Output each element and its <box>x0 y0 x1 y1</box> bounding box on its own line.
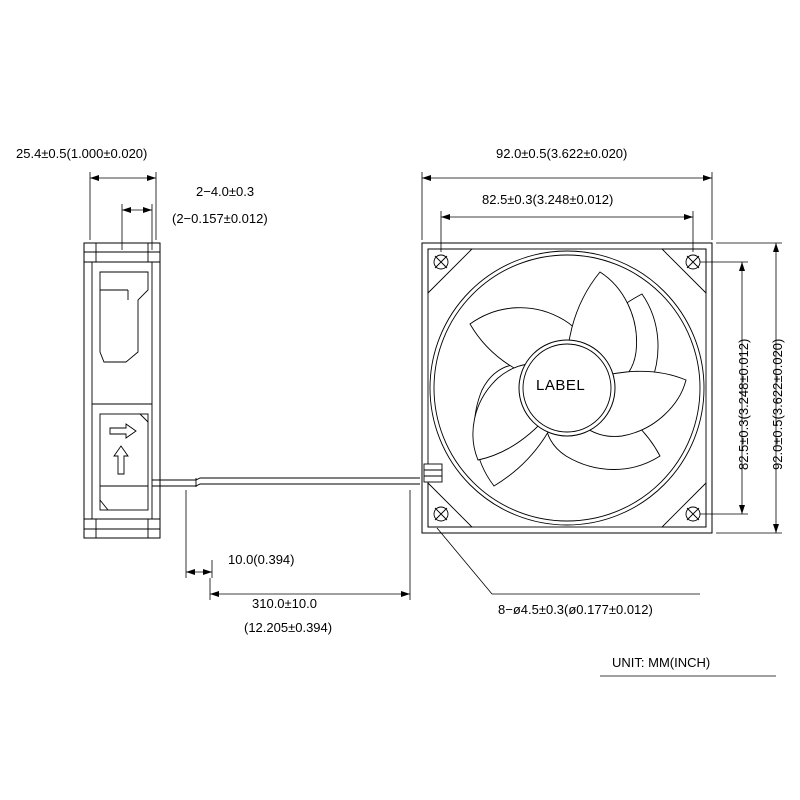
unit-note: UNIT: MM(INCH) <box>612 655 711 670</box>
dim-label-front-width-outer: 92.0±0.5(3.622±0.020) <box>496 146 628 161</box>
dim-label-lead-length-bottom: (12.205±0.394) <box>244 620 333 635</box>
dim-label-front-height-inner: 82.5±0.3(3.248±0.012) <box>736 338 751 470</box>
lead-wires <box>152 478 420 487</box>
dim-lead-length <box>210 490 410 600</box>
dim-label-lead-exit: 10.0(0.394) <box>228 552 295 567</box>
dim-side-width <box>90 172 156 240</box>
dim-lead-exit <box>186 490 212 578</box>
hub-label: LABEL <box>536 377 586 394</box>
dim-label-front-height-outer: 92.0±0.5(3.622±0.020) <box>770 338 785 470</box>
leader-holes-note <box>437 528 700 594</box>
dim-label-front-width-inner: 82.5±0.3(3.248±0.012) <box>482 192 614 207</box>
dim-label-mount-slot-bottom: (2−0.157±0.012) <box>172 211 268 226</box>
wire-exit-block <box>424 464 442 482</box>
dim-label-lead-length-top: 310.0±10.0 <box>252 596 317 611</box>
side-view <box>84 243 420 538</box>
dim-label-side-width: 25.4±0.5(1.000±0.020) <box>16 146 148 161</box>
dim-label-holes: 8−ø4.5±0.3(ø0.177±0.012) <box>498 602 653 617</box>
dim-label-mount-slot-top: 2−4.0±0.3 <box>196 184 255 199</box>
front-view <box>422 243 712 594</box>
